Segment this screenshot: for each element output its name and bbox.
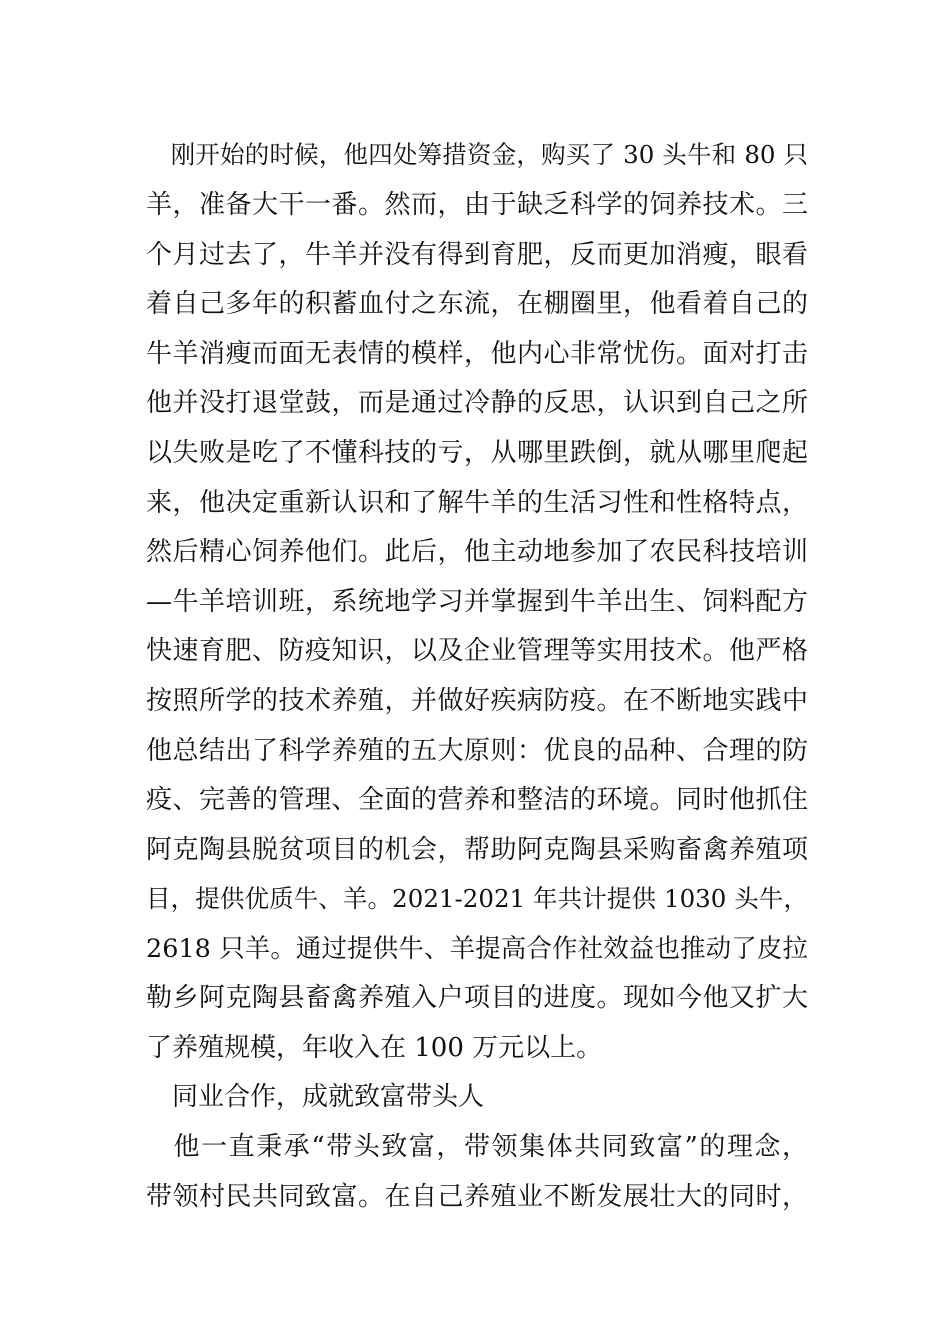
text-line: 来，他决定重新认识和了解牛羊的生活习性和性格特点， xyxy=(146,488,808,518)
text-line: 个月过去了，牛羊并没有得到育肥，反而更加消瘦，眼看 xyxy=(146,240,808,270)
text-line: 他一直秉承“带头致富，带领集体共同致富”的理念， xyxy=(146,1132,808,1162)
section-heading: 同业合作，成就致富带头人 xyxy=(146,1082,485,1112)
text-line: 带领村民共同致富。在自己养殖业不断发展壮大的同时， xyxy=(146,1182,808,1212)
text-line: 了养殖规模，年收入在 100 万元以上。 xyxy=(146,1033,603,1063)
text-line: 羊，准备大干一番。然而，由于缺乏科学的饲养技术。三 xyxy=(146,190,808,220)
text-line: —牛羊培训班，系统地学习并掌握到牛羊出生、饲料配方 xyxy=(146,587,808,617)
text-line: 疫、完善的管理、全面的营养和整洁的环境。同时他抓住 xyxy=(146,785,808,815)
text-line: 按照所学的技术养殖，并做好疾病防疫。在不断地实践中 xyxy=(146,686,808,716)
text-line: 勒乡阿克陶县畜禽养殖入户项目的进度。现如今他又扩大 xyxy=(146,983,808,1013)
text-line: 以失败是吃了不懂科技的亏，从哪里跌倒，就从哪里爬起 xyxy=(146,438,808,468)
text-line: 牛羊消瘦而面无表情的模样，他内心非常忧伤。面对打击 xyxy=(146,339,808,369)
text-line: 他并没打退堂鼓，而是通过冷静的反思，认识到自己之所 xyxy=(146,388,808,418)
text-line: 着自己多年的积蓄血付之东流，在棚圈里，他看着自己的 xyxy=(146,289,808,319)
text-line: 他总结出了科学养殖的五大原则：优良的品种、合理的防 xyxy=(146,736,808,766)
text-line: 阿克陶县脱贫项目的机会，帮助阿克陶县采购畜禽养殖项 xyxy=(146,835,808,865)
text-line: 刚开始的时候，他四处筹措资金，购买了 30 头牛和 80 只 xyxy=(146,140,808,169)
text-line: 然后精心饲养他们。此后，他主动地参加了农民科技培训 xyxy=(146,537,808,567)
text-line: 目，提供优质牛、羊。2021-2021 年共计提供 1030 头牛， xyxy=(146,884,808,913)
text-line: 快速育肥、防疫知识，以及企业管理等实用技术。他严格 xyxy=(146,636,808,666)
text-line: 2618 只羊。通过提供牛、羊提高合作社效益也推动了皮拉 xyxy=(146,934,808,964)
